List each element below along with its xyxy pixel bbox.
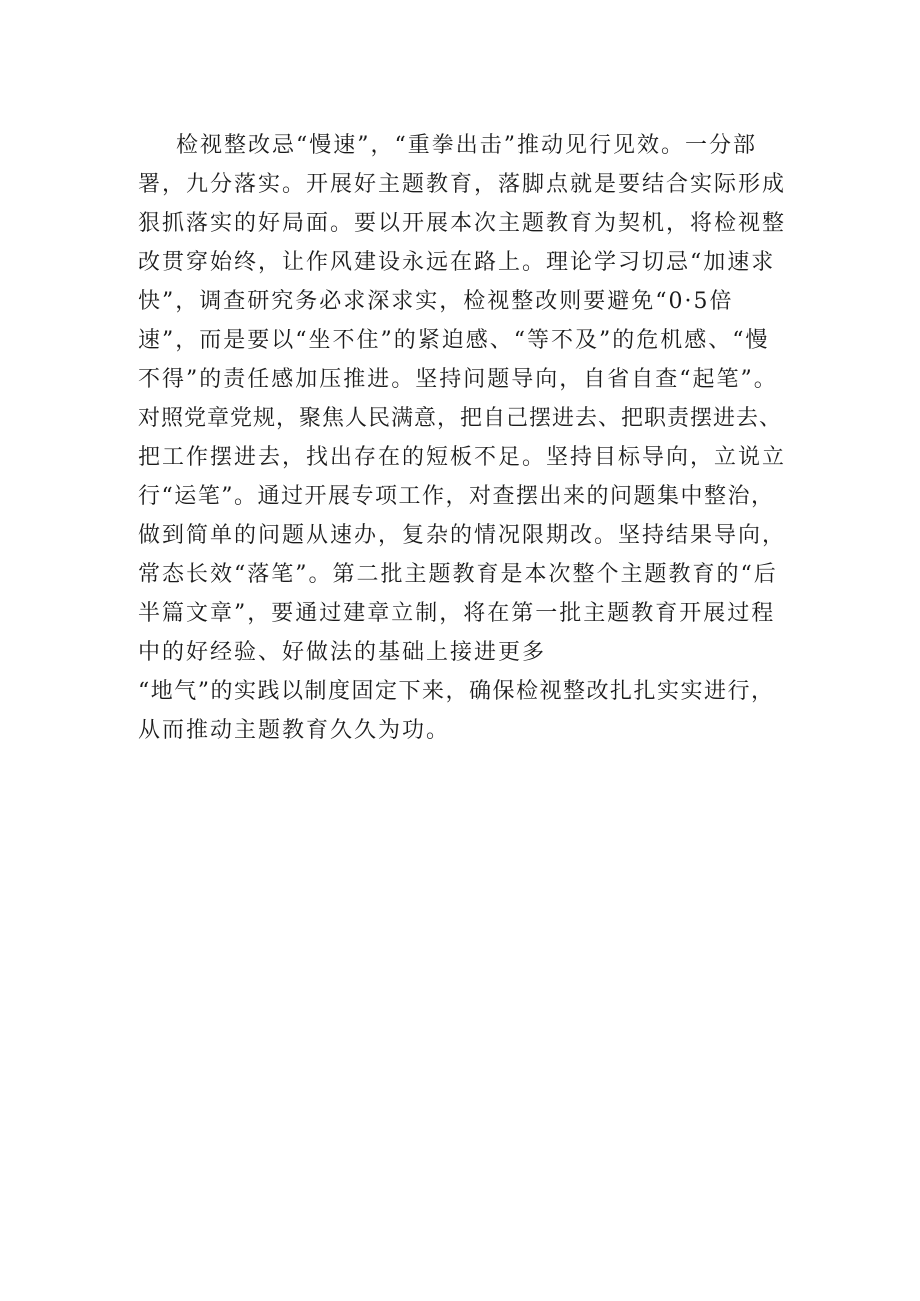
paragraph-line: 对照党章党规，聚焦人民满意，把自己摆进去、把职责摆进去、	[138, 406, 783, 431]
paragraph-line: 常态长效“落笔”。第二批主题教育是本次整个主题教育的“后	[138, 562, 778, 587]
paragraph-line: 把工作摆进去，找出存在的短板不足。坚持目标导向，立说立	[138, 445, 787, 470]
paragraph-line: 半篇文章”，要通过建章立制，将在第一批主题教育开展过程	[138, 601, 776, 626]
paragraph-line: 快”，调查研究务必求深求实，检视整改则要避免“0·5倍	[138, 289, 734, 314]
paragraph-line: 做到简单的问题从速办，复杂的情况限期改。坚持结果导向，	[138, 523, 787, 548]
paragraph-line: 署，九分落实。开展好主题教育，落脚点就是要结合实际形成	[138, 172, 787, 197]
paragraph-line: 中的好经验、好做法的基础上接进更多	[138, 640, 547, 665]
paragraph-line: “地气”的实践以制度固定下来，确保检视整改扎扎实实进行，	[138, 679, 775, 704]
body-paragraph	[138, 126, 788, 750]
paragraph-line: 从而推动主题教育久久为功。	[138, 718, 451, 743]
paragraph-line: 速”，而是要以“坐不住”的紧迫感、“等不及”的危机感、“慢	[138, 328, 770, 353]
paragraph-line: 行“运笔”。通过开展专项工作，对查摆出来的问题集中整治，	[138, 484, 775, 509]
paragraph-line: 不得”的责任感加压推进。坚持问题导向，自省自查“起笔”。	[138, 367, 778, 392]
paragraph-line: 改贯穿始终，让作风建设永远在路上。理论学习切忌“加速求	[138, 250, 776, 275]
paragraph-line: 检视整改忌“慢速”，“重拳出击”推动见行见效。一分部	[176, 133, 757, 158]
paragraph-line: 狠抓落实的好局面。要以开展本次主题教育为契机，将检视整	[138, 211, 787, 236]
